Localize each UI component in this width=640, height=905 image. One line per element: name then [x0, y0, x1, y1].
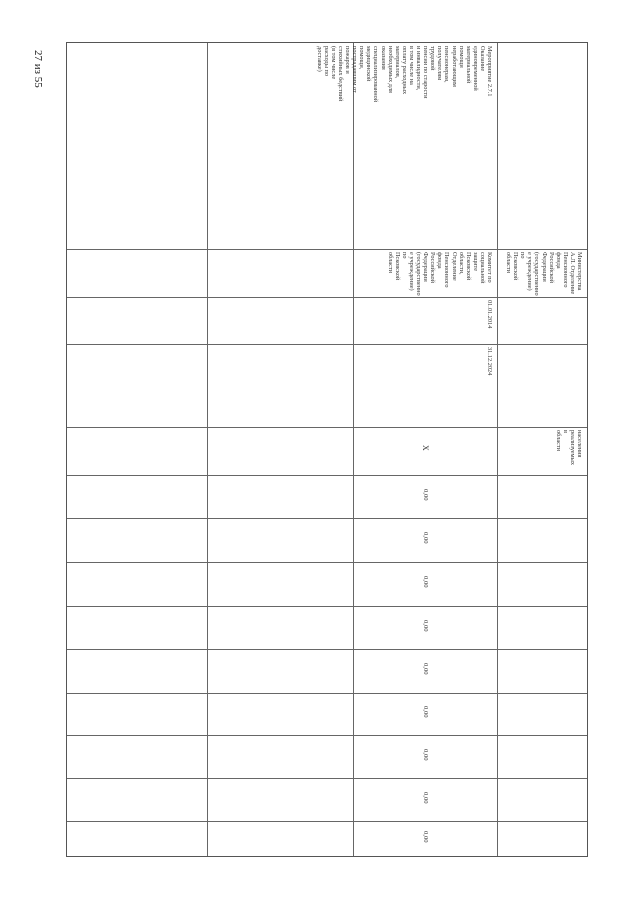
executor-cell-text: Комитет по социальной защите Псковской области, Отделение Пенсионного фонда Российской Федерации (государственно е учреждение) по Псковской области: [386, 252, 493, 296]
amount-cell-text: 0,00: [422, 620, 429, 632]
amount-cell-text: 0,00: [422, 489, 429, 501]
table-row-border: [207, 43, 208, 856]
table-column-border: [67, 427, 587, 428]
page-number-label: 27 из 55: [32, 50, 44, 88]
table-column-border: [67, 735, 587, 736]
amount-cell-text: 0,00: [422, 706, 429, 718]
table-column-border: [67, 649, 587, 650]
amount-cell-text: 0,00: [422, 663, 429, 675]
table-column-border: [67, 475, 587, 476]
end-date-cell-text: 31.12.2024: [486, 347, 493, 376]
measure-name-cell-text: Мероприятие 2.7.1 Оказание единовременной материальной помощи неработающим пенсионерам, получателям трудовой пенсии по старости и инвалидности, в том числе на оплату расходных материалов, необходимых для оказания специализированной медицинской помощи, пострадавшим от пожаров и стихийных бедствий (в том числе расходы по доставке): [315, 46, 493, 103]
amount-cell-text: 0,00: [422, 792, 429, 804]
table-row-border: [497, 43, 498, 856]
amount-cell-text: 0,00: [422, 749, 429, 761]
table-column-border: [67, 606, 587, 607]
table-column-border: [67, 344, 587, 345]
table-column-border: [67, 693, 587, 694]
budget-table: [66, 42, 588, 857]
table-row-border: [353, 43, 354, 856]
table-column-border: [67, 778, 587, 779]
executor-cell-text: Министерства А.Л. Отделение Пенсионного фонда Российской Федерации (государственно е учреждение) по Псковской области: [505, 252, 583, 296]
indicator-cell-text: населения реализуемых в области: [554, 430, 583, 465]
amount-cell-text: 0,00: [422, 532, 429, 544]
table-column-border: [67, 518, 587, 519]
start-date-cell-text: 01.01.2014: [486, 300, 493, 329]
page-number: [30, 50, 60, 110]
amount-cell-text: 0,00: [422, 576, 429, 588]
not-applicable-mark-text: X: [421, 445, 430, 451]
table-column-border: [67, 249, 587, 250]
amount-cell-text: 0,00: [422, 831, 429, 843]
table-column-border: [67, 821, 587, 822]
table-column-border: [67, 562, 587, 563]
table-column-border: [67, 297, 587, 298]
